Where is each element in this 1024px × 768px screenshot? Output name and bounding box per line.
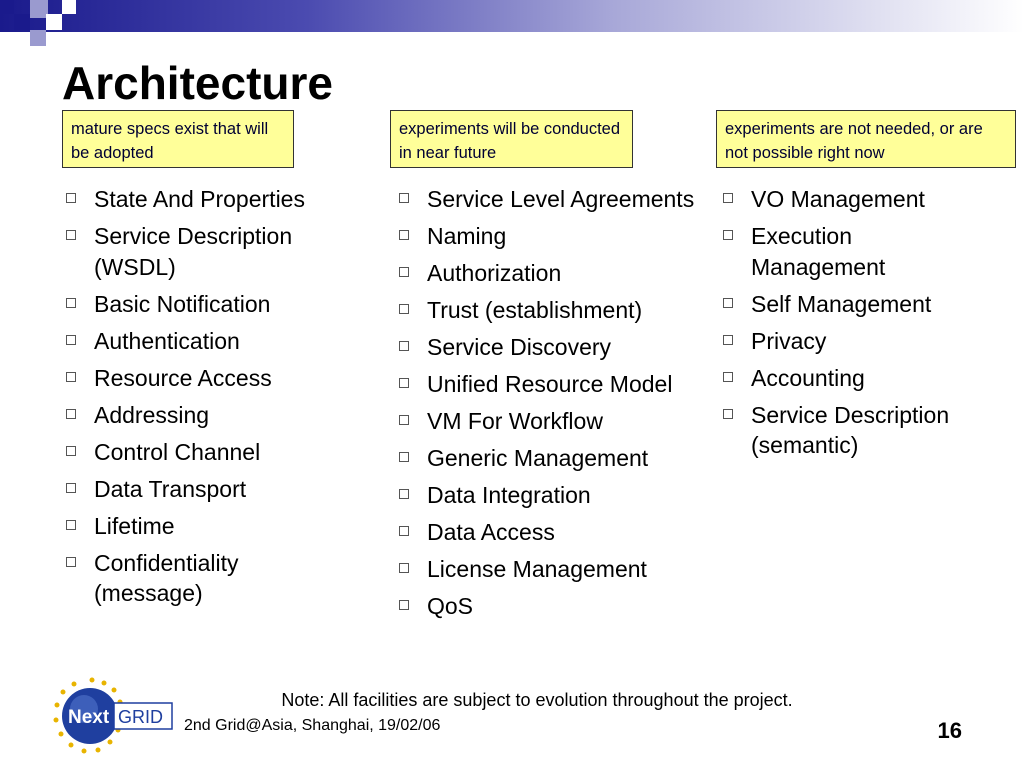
square-bullet-icon [399,193,409,203]
bullet-list [719,184,989,461]
column-near-future [395,184,715,628]
list-item-text: Data Access [427,519,555,545]
square-bullet-icon [66,335,76,345]
list-item-text: License Management [427,556,647,582]
callout-experiments-near-future: experiments will be conducted in near future [390,110,633,168]
list-item-text: Data Transport [94,475,247,502]
list-item [395,517,715,548]
corner-square-4 [30,30,46,46]
list-item-text: Accounting [751,364,865,391]
square-bullet-icon [399,230,409,240]
callout-experiments-not-needed: experiments are not needed, or are not possible right now [716,110,1016,168]
list-item-text: Service Discovery [427,334,612,360]
bullet-list [395,184,715,622]
list-item [719,184,989,215]
list-item [62,548,352,609]
list-item-text: Basic Notification [94,290,271,317]
list-item [395,221,715,252]
square-bullet-icon [723,372,733,382]
square-bullet-icon [66,193,76,203]
list-item-text: VM For Workflow [427,408,603,434]
list-item [719,363,989,394]
corner-square-5 [46,14,62,30]
list-item [395,258,715,289]
page-number: 16 [937,718,962,743]
list-item [395,591,715,622]
list-item-text: Trust (establishment) [427,297,643,323]
list-item [395,443,715,474]
list-item [62,326,352,357]
list-item [395,295,715,326]
square-bullet-icon [66,409,76,419]
square-bullet-icon [399,452,409,462]
square-bullet-icon [399,600,409,610]
column-mature-specs [62,184,352,615]
square-bullet-icon [399,304,409,314]
list-item-text: Authorization [427,260,562,286]
list-item-text: VO Management [751,186,925,212]
list-item [395,480,715,511]
list-item [62,400,352,431]
list-item-text: State And Properties [94,186,305,212]
corner-square-6 [62,0,76,14]
list-item-text: Privacy [751,327,827,354]
square-bullet-icon [66,372,76,382]
logo-word-next: Next [68,707,110,728]
square-bullet-icon [723,409,733,419]
list-item-text: Resource Access [94,364,272,391]
corner-square-1 [0,0,14,14]
list-item-text: Generic Management [427,445,649,471]
square-bullet-icon [399,489,409,499]
list-item-text: Control Channel [94,438,261,465]
list-item [62,184,352,215]
square-bullet-icon [66,230,76,240]
list-item-text: Service Description (semantic) [751,401,950,458]
header-gradient-bar [0,0,1024,32]
list-item [395,554,715,585]
list-item [62,289,352,320]
corner-square-2 [14,14,30,30]
list-item-text: Self Management [751,290,932,317]
list-item [719,400,989,461]
logo-word-grid: GRID [118,707,163,727]
square-bullet-icon [399,415,409,425]
list-item-text: Confidentiality (message) [94,549,239,606]
square-bullet-icon [399,267,409,277]
list-item [719,289,989,320]
list-item-text: Authentication [94,327,240,354]
square-bullet-icon [399,526,409,536]
list-item [395,184,715,215]
list-item [395,406,715,437]
square-bullet-icon [66,557,76,567]
list-item-text: Unified Resource Model [427,371,673,397]
square-bullet-icon [66,520,76,530]
footer-text: 2nd Grid@Asia, Shanghai, 19/02/06 [184,717,441,734]
square-bullet-icon [399,341,409,351]
square-bullet-icon [723,193,733,203]
square-bullet-icon [399,563,409,573]
column-not-needed [719,184,989,467]
square-bullet-icon [723,335,733,345]
list-item [62,437,352,468]
list-item [719,221,989,282]
list-item [719,326,989,357]
square-bullet-icon [399,378,409,388]
bullet-list [62,184,352,609]
list-item [395,369,715,400]
slide-title: Architecture [62,57,333,109]
list-item [62,474,352,505]
square-bullet-icon [66,298,76,308]
list-item-text: Lifetime [94,512,175,539]
callout-mature-specs: mature specs exist that will be adopted [62,110,294,168]
list-item [395,332,715,363]
list-item-text: Data Integration [427,482,591,508]
slide-note: Note: All facilities are subject to evolution throughout the project. [281,690,793,710]
list-item-text: QoS [427,593,474,619]
square-bullet-icon [66,446,76,456]
square-bullet-icon [723,298,733,308]
list-item [62,511,352,542]
nextgrid-logo [52,676,174,761]
list-item-text: Execution Management [751,223,886,280]
list-item-text: Naming [427,223,507,249]
list-item [62,221,352,282]
list-item [62,363,352,394]
list-item-text: Service Level Agreements [427,186,695,212]
square-bullet-icon [723,230,733,240]
list-item-text: Service Description (WSDL) [94,223,293,280]
square-bullet-icon [66,483,76,493]
list-item-text: Addressing [94,401,210,428]
